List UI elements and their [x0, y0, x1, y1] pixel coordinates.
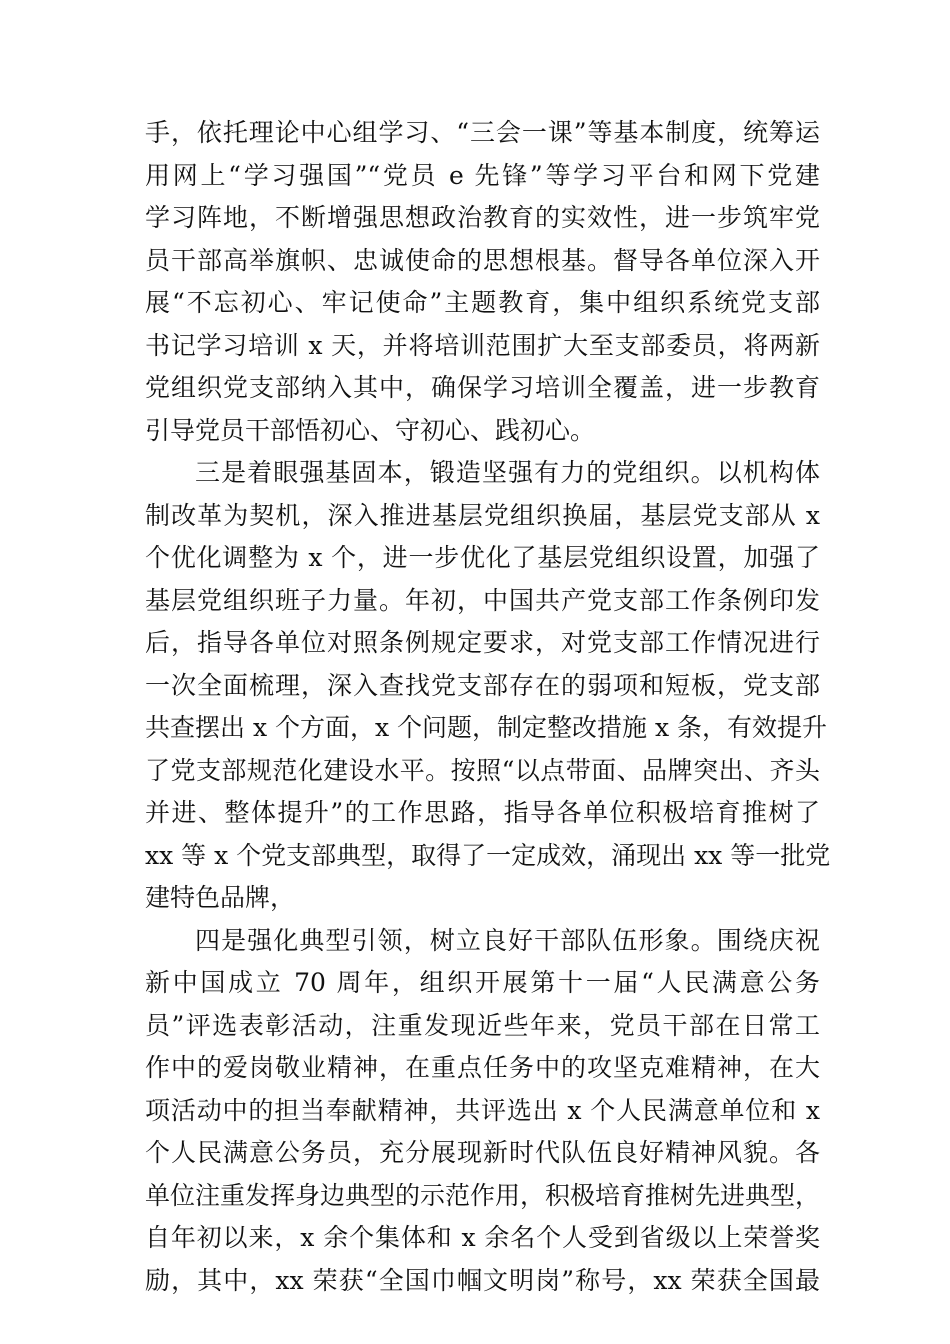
- text-line: 作中的爱岗敬业精神，在重点任务中的攻坚克难精神，在大: [145, 1053, 820, 1082]
- text-line: 并进、整体提升”的工作思路，指导各单位积极培育推树了: [145, 798, 820, 827]
- paragraph-3: [145, 920, 820, 1303]
- text-line: 四是强化典型引领，树立良好干部队伍形象。围绕庆祝: [195, 925, 820, 955]
- text-line: 后，指导各单位对照条例规定要求，对党支部工作情况进行: [145, 628, 820, 657]
- text-line: 学习阵地，不断增强思想政治教育的实效性，进一步筑牢党: [145, 203, 820, 232]
- text-line: 三是着眼强基固本，锻造坚强有力的党组织。以机构体: [195, 458, 820, 487]
- paragraph-2: [145, 452, 831, 920]
- text-line: 展“不忘初心、牢记使命”主题教育，集中组织系统党支部: [145, 288, 820, 317]
- text-line: 党组织党支部纳入其中，确保学习培训全覆盖，进一步教育: [145, 373, 820, 402]
- text-line: 制改革为契机，深入推进基层党组织换届，基层党支部从 x: [145, 500, 820, 530]
- text-line: 个人民满意公务员，充分展现新时代队伍良好精神风貌。各: [145, 1138, 820, 1167]
- document-page: [145, 112, 831, 1302]
- text-line: 引导党员干部悟初心、守初心、践初心。: [145, 415, 596, 445]
- text-line: 共查摆出 x 个方面，x 个问题，制定整改措施 x 条，有效提升: [145, 713, 828, 742]
- text-line: 员干部高举旗帜、忠诚使命的思想根基。督导各单位深入开: [145, 245, 820, 275]
- text-line: 书记学习培训 x 天，并将培训范围扩大至支部委员，将两新: [145, 330, 820, 360]
- text-line: xx 等 x 个党支部典型，取得了一定成效，涌现出 xx 等一批党: [145, 840, 831, 870]
- text-line: 单位注重发挥身边典型的示范作用，积极培育推树先进典型，: [145, 1180, 821, 1210]
- text-line: 了党支部规范化建设水平。按照“以点带面、品牌突出、齐头: [145, 755, 820, 785]
- paragraph-1: [145, 112, 820, 452]
- text-line: 一次全面梳理，深入查找党支部存在的弱项和短板，党支部: [145, 670, 820, 700]
- text-line: 基层党组织班子力量。年初，中国共产党支部工作条例印发: [145, 585, 820, 615]
- text-line: 新中国成立 70 周年，组织开展第十一届“人民满意公务: [145, 968, 820, 997]
- text-line: 励，其中，xx 荣获“全国巾帼文明岗”称号，xx 荣获全国最: [145, 1265, 820, 1295]
- text-line: 手，依托理论中心组学习、“三会一课”等基本制度，统筹运: [145, 118, 820, 147]
- text-line: 自年初以来，x 余个集体和 x 余名个人受到省级以上荣誉奖: [145, 1223, 820, 1252]
- text-line: 项活动中的担当奉献精神，共评选出 x 个人民满意单位和 x: [145, 1095, 820, 1125]
- text-line: 员”评选表彰活动，注重发现近些年来，党员干部在日常工: [145, 1010, 820, 1040]
- text-line: 用网上“学习强国”“党员 e 先锋”等学习平台和网下党建: [145, 160, 820, 190]
- text-line: 建特色品牌，: [145, 883, 296, 912]
- text-line: 个优化调整为 x 个，进一步优化了基层党组织设置，加强了: [145, 543, 820, 572]
